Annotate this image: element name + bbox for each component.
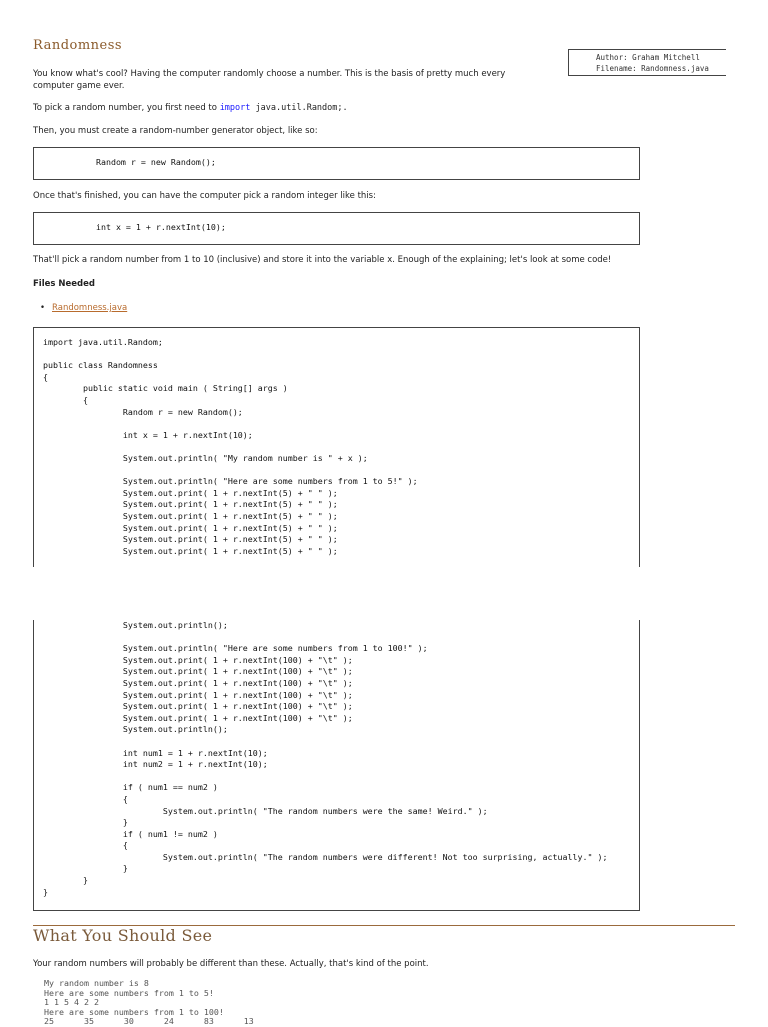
page-title: Randomness: [33, 38, 123, 53]
list-item: [40, 303, 127, 313]
section-title: What You Should See: [33, 926, 213, 945]
code-part-1-text: import java.util.Random; public class Randomness { public static void main ( String[] args ) { Random r = new Random(); int x = 1 + r.nextInt(10); System.out.println( "My random number is " + x ); System.out.println( "Here are some numbers from 1 to 5!" ); System.out.print( 1 + r.nextInt(5) + " " ); System.out.print( 1 + r.nextInt(5) + " " ); System.out.print( 1 + r.nextInt(5) + " " ); System.out.print( 1 + r.nextInt(5) + " " ); System.out.print( 1 + r.nextInt(5) + " " ); System.out.print( 1 + r.nextInt(5) + " " );: [43, 337, 418, 556]
files-list: [40, 303, 127, 313]
code-snippet-next-int: [33, 212, 640, 245]
code-listing-part-2: [33, 620, 640, 911]
import-keyword: import: [219, 103, 251, 113]
intro-line-1: You know what's cool? Having the computer randomly choose a number. This is the basis of pretty much every: [33, 69, 506, 79]
section-intro: Your random numbers will probably be different than these. Actually, that's kind of the point.: [33, 959, 429, 969]
code-snippet-random-object: [33, 147, 640, 180]
pick-integer-paragraph: Once that's finished, you can have the computer pick a random integer like this:: [33, 191, 376, 201]
explanation-paragraph: That'll pick a random number from 1 to 10 (inclusive) and store it into the variable x. Enough of the explaining; let's look at some code!: [33, 255, 612, 265]
intro-line-2: computer game ever.: [33, 81, 125, 91]
intro-paragraph: [33, 68, 505, 92]
author-line: Author: Graham Mitchell: [596, 53, 700, 62]
file-link-randomness-java[interactable]: Randomness.java: [52, 303, 128, 313]
filename-line: Filename: Randomness.java: [596, 64, 709, 73]
author-info-box: [568, 49, 726, 76]
code-part-2-text: System.out.println(); System.out.println( "Here are some numbers from 1 to 100!" ); System.out.print( 1 + r.nextInt(100) + "\t" ); System.out.print( 1 + r.nextInt(100) + "\t" ); System.out.print( 1 + r.nextInt(100) + "\t" ); System.out.print( 1 + r.nextInt(100) + "\t" ); System.out.print( 1 + r.nextInt(100) + "\t" ); System.out.print( 1 + r.nextInt(100) + "\t" ); System.out.println(); int num1 = 1 + r.nextInt(10); int num2 = 1 + r.nextInt(10); if ( num1 == num2 ) { System.out.println( "The random numbers were the same! Weird." ); } if ( num1 != num2 ) { System.out.println( "The random numbers were different! Not too surprising, actually." ); } } }: [43, 620, 608, 897]
snippet-2-code: int x = 1 + r.nextInt(10);: [56, 222, 226, 232]
snippet-1-code: Random r = new Random();: [56, 157, 216, 167]
import-paragraph: [33, 102, 348, 114]
import-text: To pick a random number, you first need to: [33, 103, 220, 113]
code-listing-part-1: [33, 327, 640, 567]
program-output: My random number is 8 Here are some numbers from 1 to 5! 1 1 5 4 2 2 Here are some numbers from 1 to 100! 25 35 30 24 83 13: [44, 978, 254, 1027]
import-statement: java.util.Random;.: [250, 103, 348, 113]
files-needed-heading: Files Needed: [33, 279, 95, 289]
create-generator-paragraph: Then, you must create a random-number generator object, like so:: [33, 126, 318, 136]
